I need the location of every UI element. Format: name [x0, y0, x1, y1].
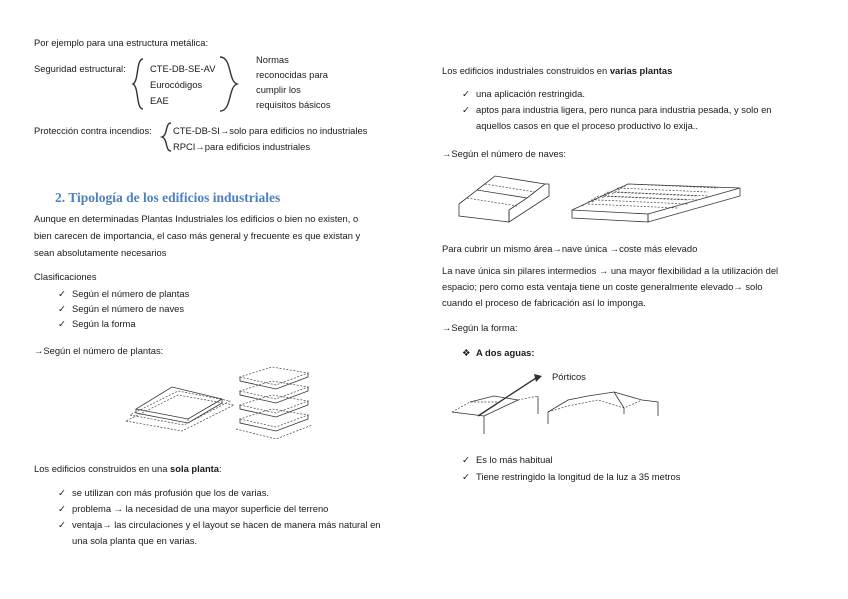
paragraph-line: espacio; pero como esta ventaja tiene un coste generalmente elevado→ solo	[442, 281, 763, 292]
list-item: ✓ problema → la necesidad de una mayor superficie del terreno	[58, 503, 329, 514]
list-item: ✓ aptos para industria ligera, pero nunca para industria pesada, y solo en	[462, 104, 772, 115]
multi-floor-building-illustration	[234, 365, 314, 443]
check-icon: ✓	[58, 303, 66, 314]
single-floor-building-illustration	[118, 383, 238, 433]
seguridad-item: Eurocódigos	[150, 79, 203, 90]
list-item: ✓ Según la forma	[58, 318, 136, 329]
section-heading: 2. Tipología de los edificios industriales	[55, 190, 281, 205]
diamond-icon: ❖	[462, 347, 471, 358]
paragraph-line: cuando el proceso de fabricación así lo imponga.	[442, 297, 646, 308]
porticos-label: Pórticos	[552, 371, 586, 382]
proteccion-item: CTE-DB-SI→solo para edificios no industriales	[173, 125, 368, 136]
check-icon: ✓	[58, 519, 66, 530]
proteccion-item: RPCI→para edificios industriales	[173, 141, 311, 152]
check-icon: ✓	[58, 487, 66, 498]
dos-aguas-illustration	[448, 372, 668, 440]
intro-text: Por ejemplo para una estructura metálica:	[34, 37, 209, 48]
list-item: ✓ Es lo más habitual	[462, 454, 553, 465]
seguridad-item: CTE-DB-SE-AV	[150, 63, 216, 74]
check-icon: ✓	[58, 288, 66, 299]
check-icon: ✓	[462, 88, 470, 99]
seguridad-item: EAE	[150, 95, 169, 106]
varias-plantas-line: Los edificios industriales construidos en varias plantas	[442, 65, 673, 76]
normas-line: reconocidas para	[256, 69, 328, 80]
brace-small-icon	[160, 121, 174, 155]
list-item: ✓ Según el número de plantas	[58, 288, 190, 299]
plantas-title: →Según el número de plantas:	[34, 345, 164, 356]
list-item: ✓ una aplicación restringida.	[462, 88, 585, 99]
brace-right-icon	[218, 55, 240, 115]
multi-nave-illustration	[568, 170, 748, 222]
clasificaciones-title: Clasificaciones	[34, 271, 97, 282]
check-icon: ✓	[462, 104, 470, 115]
check-icon: ✓	[58, 318, 66, 329]
normas-line: Normas	[256, 54, 289, 65]
paragraph-line: Aunque en determinadas Plantas Industriales los edificios o bien no existen, o	[34, 213, 359, 224]
check-icon: ✓	[462, 471, 470, 482]
naves-title: →Según el número de naves:	[442, 148, 567, 159]
list-item-continuation: aquellos casos en que el proceso productivo lo exija..	[476, 120, 699, 131]
paragraph-line: bien carecen de importancia, el caso más general y frecuente es que existan y	[34, 230, 361, 241]
list-item: ✓ Tiene restringido la longitud de la luz a 35 metros	[462, 471, 681, 482]
area-line: Para cubrir un mismo área→nave única →coste más elevado	[442, 243, 698, 254]
paragraph-line: sean absolutamente necesarios	[34, 247, 167, 258]
proteccion-label: Protección contra incendios:	[34, 125, 152, 136]
forma-title: →Según la forma:	[442, 322, 518, 333]
normas-line: requisitos básicos	[256, 99, 331, 110]
list-item: ✓ ventaja→ las circulaciones y el layout se hacen de manera más natural en	[58, 519, 381, 530]
seguridad-label: Seguridad estructural:	[34, 63, 126, 74]
list-item: ✓ se utilizan con más profusión que los de varias.	[58, 487, 269, 498]
single-nave-illustration	[455, 168, 555, 224]
list-item: ✓ Según el número de naves	[58, 303, 185, 314]
check-icon: ✓	[58, 503, 66, 514]
normas-line: cumplir los	[256, 84, 301, 95]
dos-aguas-item: ❖ A dos aguas:	[462, 347, 535, 358]
sola-planta-line: Los edificios construidos en una sola planta:	[34, 463, 222, 474]
brace-left-icon	[131, 57, 147, 113]
list-item-continuation: una sola planta que en varias.	[72, 535, 198, 546]
check-icon: ✓	[462, 454, 470, 465]
paragraph-line: La nave única sin pilares intermedios → una mayor flexibilidad a la utilización del	[442, 265, 779, 276]
